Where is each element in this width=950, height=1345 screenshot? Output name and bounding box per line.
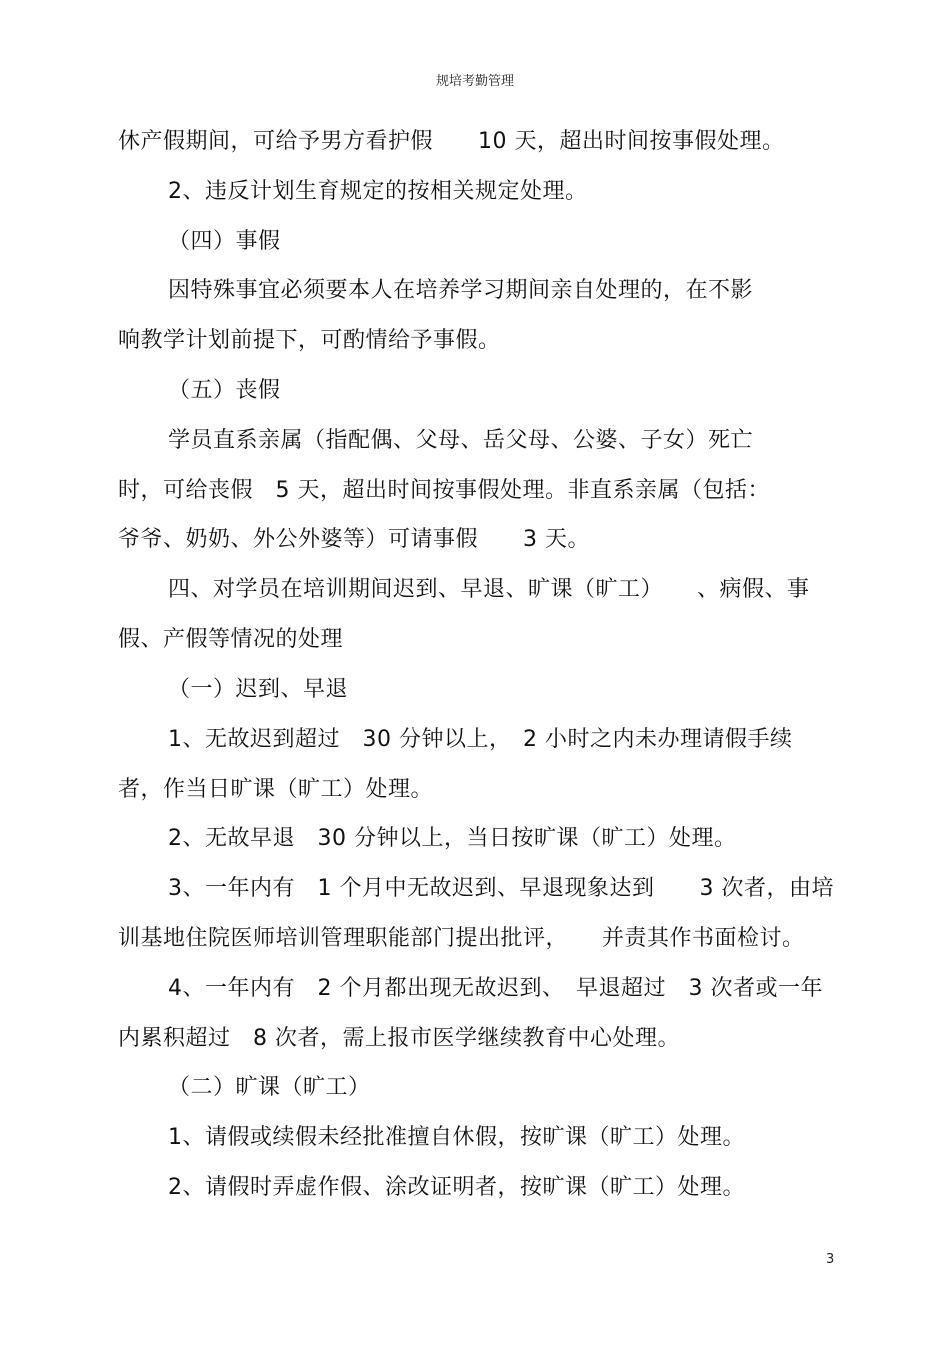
text-line: 4、一年内有 2 个月都出现无故迟到、 早退超过 3 次者或一年 (168, 976, 823, 1001)
text-line: 1、请假或续假未经批准擅自休假，按旷课（旷工）处理。 (168, 1125, 745, 1150)
text-line: 内累积超过 8 次者，需上报市医学继续教育中心处理。 (118, 1026, 680, 1051)
text-line: 者，作当日旷课（旷工）处理。 (118, 777, 434, 802)
text-line: 2、违反计划生育规定的按相关规定处理。 (168, 179, 588, 204)
text-line: 学员直系亲属（指配偶、父母、岳父母、公婆、子女）死亡 (168, 428, 754, 453)
text-line: 3、一年内有 1 个月中无故迟到、早退现象达到 3 次者，由培 (168, 876, 834, 901)
text-line: 时，可给丧假 5 天，超出时间按事假处理。非直系亲属（包括： (118, 478, 770, 503)
text-line: 假、产假等情况的处理 (118, 627, 344, 652)
text-line: 爷爷、奶奶、外公外婆等）可请事假 3 天。 (118, 527, 590, 552)
text-line: 响教学计划前提下，可酌情给予事假。 (118, 328, 501, 353)
page-header: 规培考勤管理 (435, 74, 514, 89)
text-line: 因特殊事宜必须要本人在培养学习期间亲自处理的，在不影 (168, 278, 754, 303)
text-line: 训基地住院医师培训管理职能部门提出批评， 并责其作书面检讨。 (118, 926, 805, 951)
text-line: 2、无故早退 30 分钟以上，当日按旷课（旷工）处理。 (168, 826, 737, 851)
section-heading: （一）迟到、早退 (168, 677, 349, 702)
page-number: 3 (826, 1252, 835, 1267)
text-line: 休产假期间，可给予男方看护假 10 天，超出时间按事假处理。 (118, 129, 785, 154)
section-heading: （二）旷课（旷工） (168, 1075, 371, 1100)
section-heading: （四）事假 (168, 229, 281, 254)
text-line: 1、无故迟到超过 30 分钟以上， 2 小时之内未办理请假手续 (168, 727, 793, 752)
text-line: 四、对学员在培训期间迟到、早退、旷课（旷工） 、病假、事 (168, 577, 810, 602)
section-heading: （五）丧假 (168, 378, 281, 403)
text-line: 2、请假时弄虚作假、涂改证明者，按旷课（旷工）处理。 (168, 1175, 745, 1200)
